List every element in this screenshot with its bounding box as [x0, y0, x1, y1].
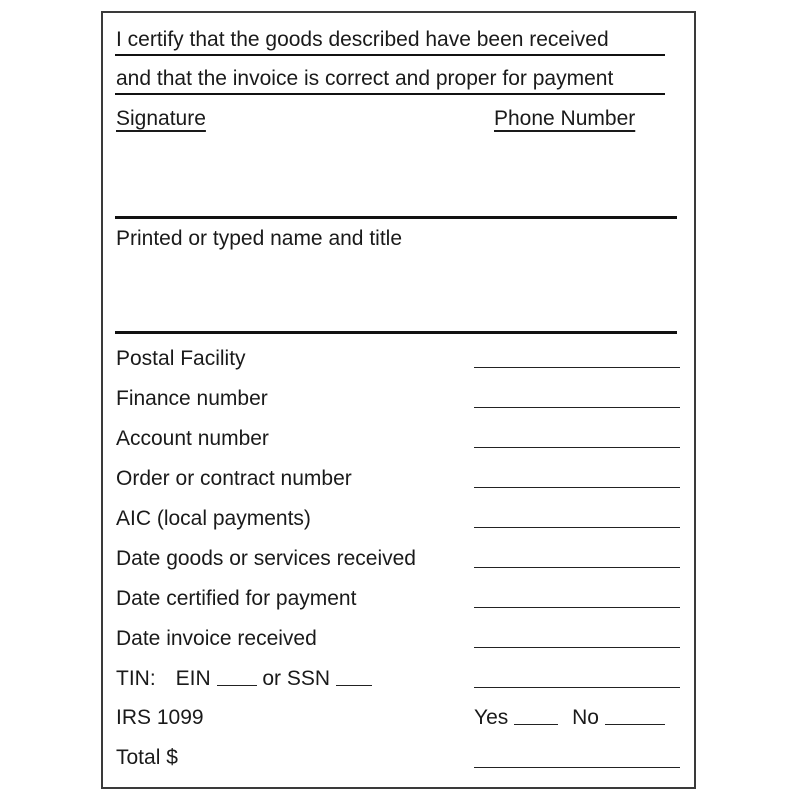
tin-or-label: or	[262, 667, 282, 690]
total-label: Total $	[116, 746, 178, 769]
printed-name-label: Printed or typed name and title	[116, 227, 403, 250]
ein-field[interactable]	[217, 685, 257, 686]
order-contract-number-field[interactable]	[474, 487, 680, 488]
aic-local-payments-label: AIC (local payments)	[116, 507, 311, 530]
date-invoice-received-label: Date invoice received	[116, 627, 317, 650]
irs-yes-label: Yes	[474, 706, 509, 729]
irs-no-label: No	[572, 706, 599, 729]
irs-no-field[interactable]	[605, 724, 665, 725]
phone-number-label: Phone Number	[494, 107, 636, 130]
date-goods-received-field[interactable]	[474, 567, 680, 568]
signature-line[interactable]	[115, 216, 677, 219]
postal-facility-field[interactable]	[474, 367, 680, 368]
irs-yes-field[interactable]	[514, 724, 558, 725]
signature-label: Signature	[116, 107, 206, 130]
certification-line-2: and that the invoice is correct and proper for payment	[116, 67, 614, 90]
total-amount-field[interactable]	[474, 767, 680, 768]
tin-label: TIN:	[116, 667, 156, 690]
finance-number-label: Finance number	[116, 387, 268, 410]
aic-local-payments-field[interactable]	[474, 527, 680, 528]
irs-1099-label: IRS 1099	[116, 706, 204, 729]
certification-line-1-underline	[115, 54, 665, 56]
account-number-field[interactable]	[474, 447, 680, 448]
postal-facility-label: Postal Facility	[116, 347, 246, 370]
tin-row	[116, 667, 372, 691]
date-certified-label: Date certified for payment	[116, 587, 357, 610]
date-invoice-received-field[interactable]	[474, 647, 680, 648]
date-certified-field[interactable]	[474, 607, 680, 608]
date-goods-received-label: Date goods or services received	[116, 547, 416, 570]
certification-line-2-underline	[115, 93, 665, 95]
tin-number-field[interactable]	[474, 687, 680, 688]
account-number-label: Account number	[116, 427, 269, 450]
certification-line-1: I certify that the goods described have been received	[116, 28, 609, 51]
order-contract-number-label: Order or contract number	[116, 467, 352, 490]
irs-1099-options	[474, 706, 665, 730]
ssn-field[interactable]	[336, 685, 372, 686]
ssn-label: SSN	[286, 667, 331, 690]
finance-number-field[interactable]	[474, 407, 680, 408]
printed-name-line[interactable]	[115, 331, 677, 334]
ein-label: EIN	[175, 667, 211, 690]
